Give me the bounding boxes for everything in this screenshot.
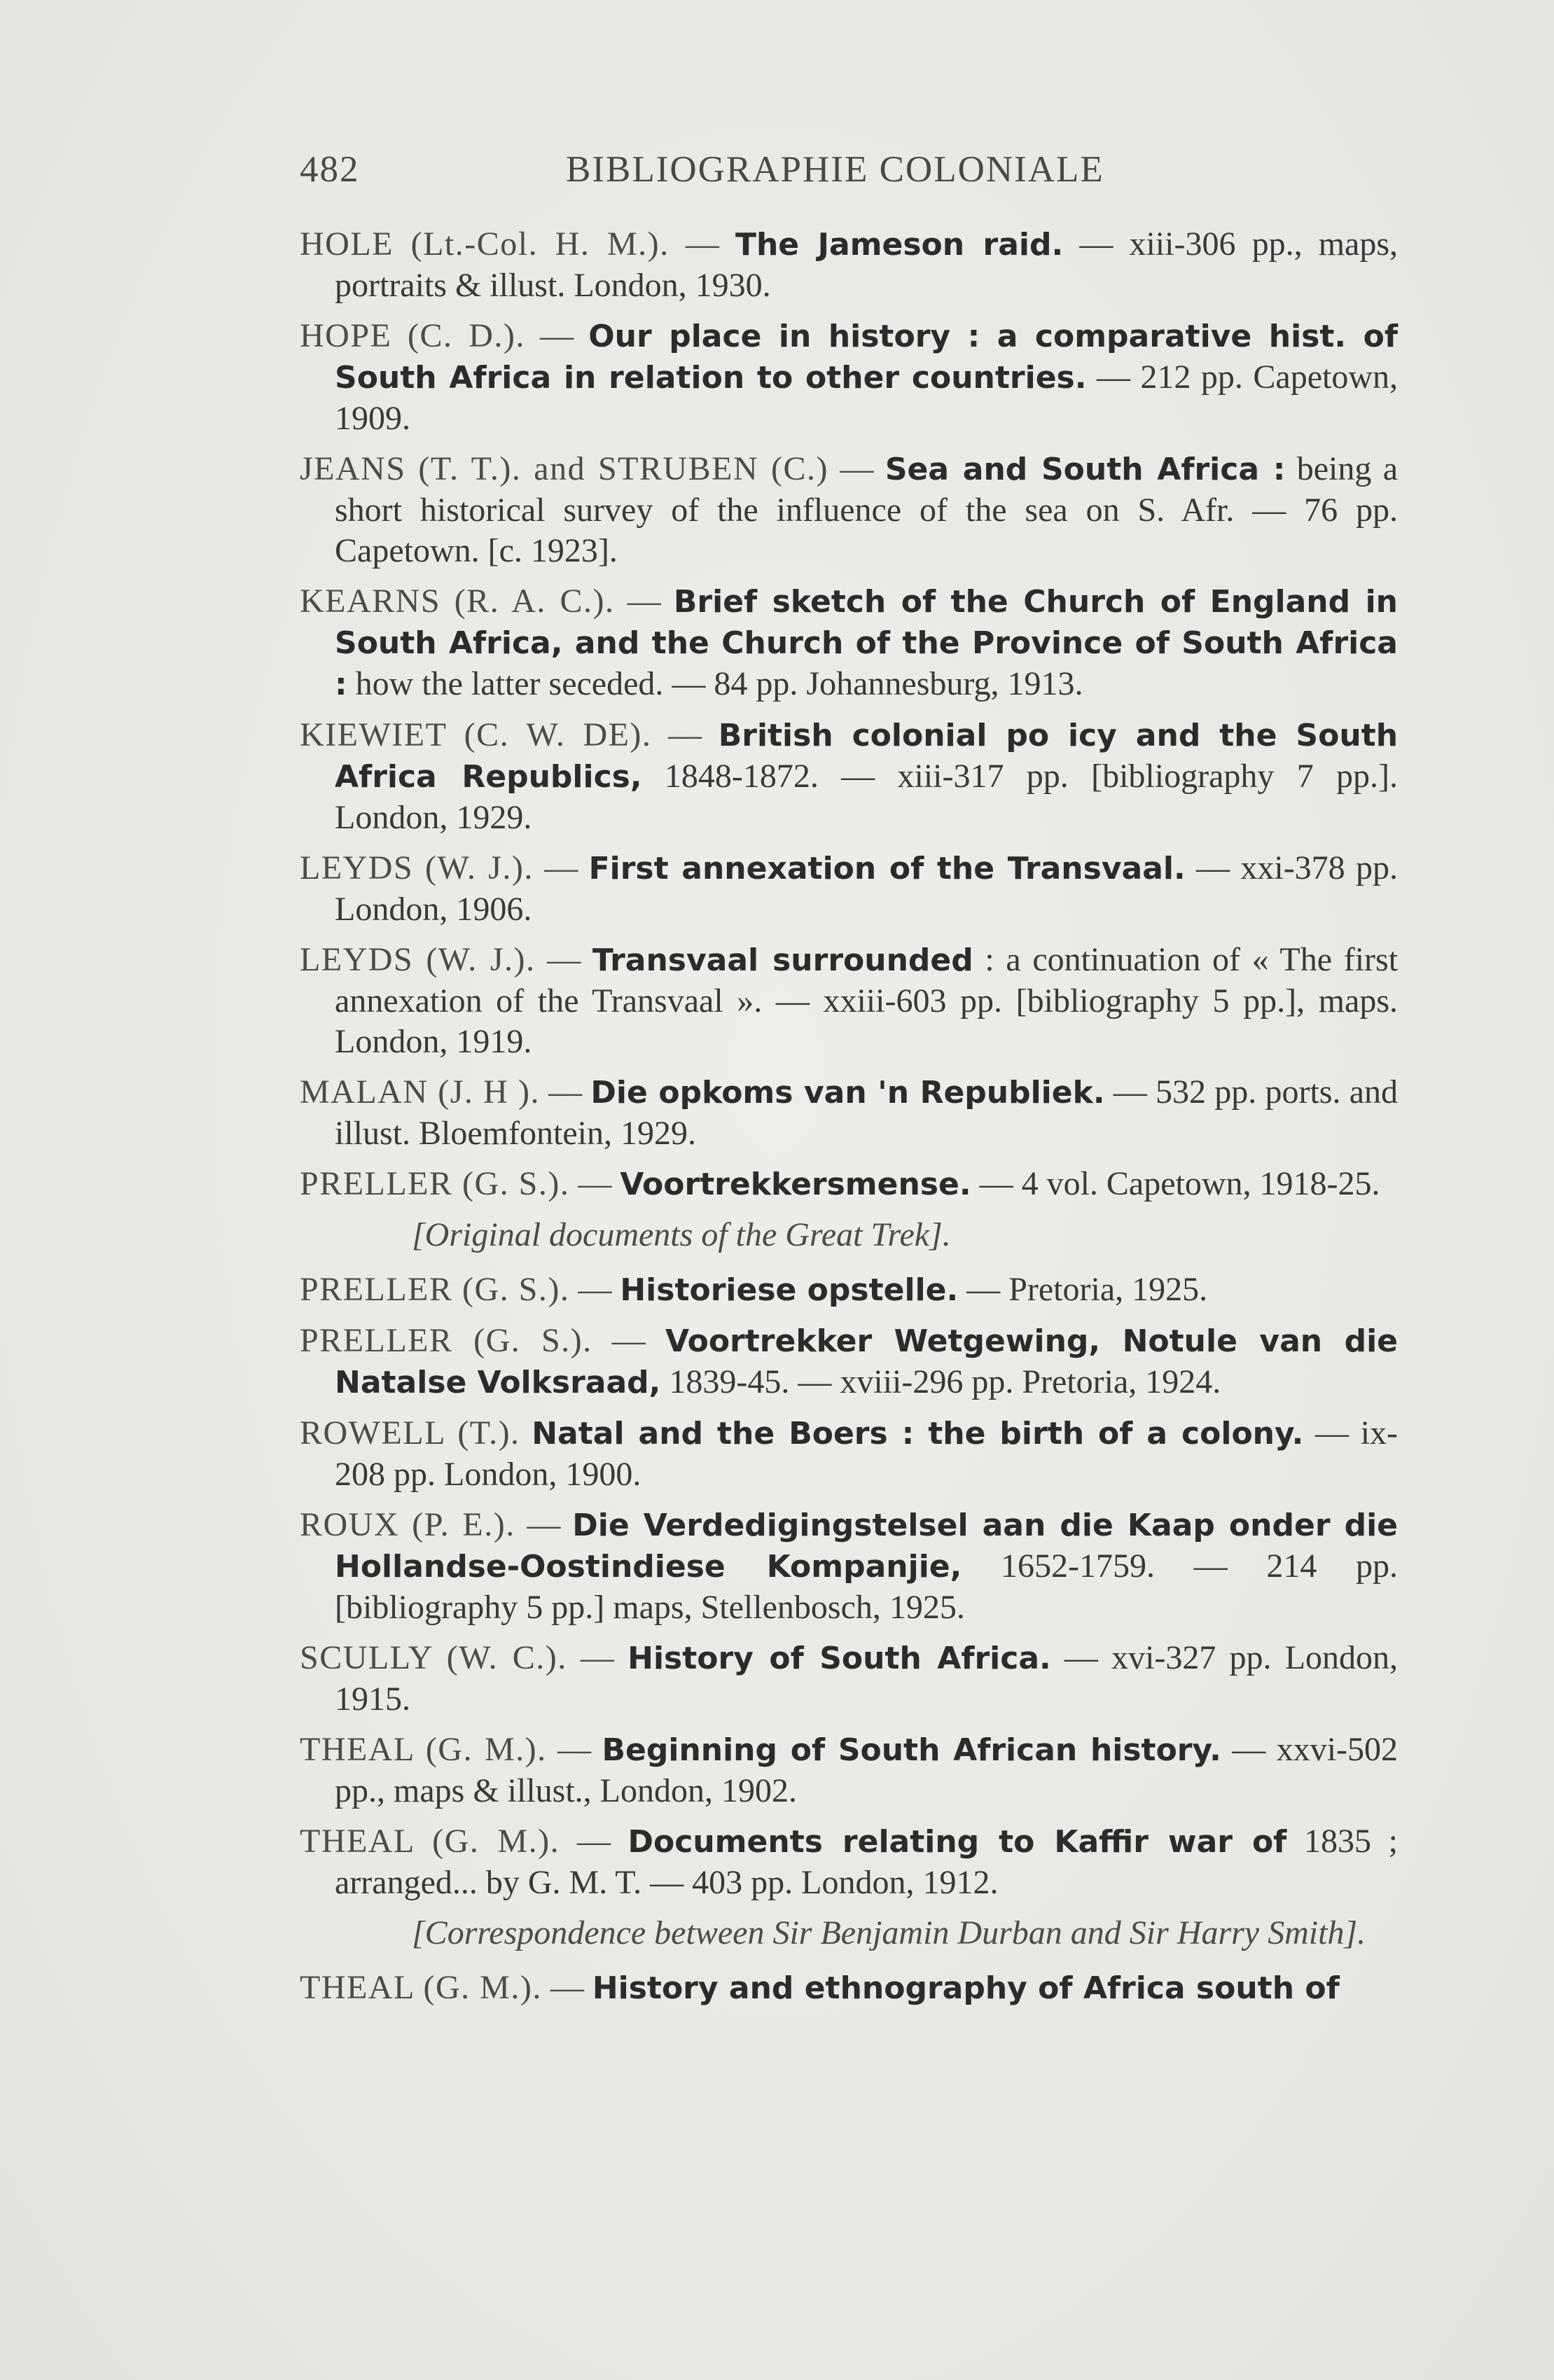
bibliography-entry: THEAL (G. M.). — History and ethnography of Africa south of [300, 1969, 1340, 2006]
entry-title: Natal and the Boers : the birth of a colony. [532, 1416, 1304, 1452]
entry-author: ROWELL (T.). [300, 1414, 520, 1452]
entry-title: Voortrekker Wetgewing, Notule van die Natalse Volksraad, [335, 1323, 1398, 1400]
entry-author: LEYDS (W. J.). [300, 941, 536, 978]
entry-author: THEAL (G. M.). [300, 1969, 542, 2006]
entry-author: JEANS (T. T.). and STRUBEN (C.) [300, 450, 829, 487]
entry-author: HOPE (C. D.). [300, 317, 525, 354]
entry-title: First annexation of the Transvaal. [588, 851, 1186, 886]
entry-note: [Correspondence between Sir Benjamin Durban and Sir Harry Smith]. [412, 1914, 1366, 1951]
entry-details: how the latter seceded. — 84 pp. Johannesburg, 1913. [355, 665, 1083, 702]
running-title: BIBLIOGRAPHIE COLONIALE [566, 149, 1104, 190]
bibliography-entry: PRELLER (G. S.). — Historiese opstelle. — Pretoria, 1925. [300, 1271, 1208, 1308]
entry-title: Die Verdedigingstelsel aan die Kaap onder die Hollandse-Oostindiese Kompanjie, [335, 1508, 1399, 1585]
page-header [300, 148, 1140, 197]
entry-title: Historiese opstelle. [620, 1272, 959, 1308]
bibliography-entry: ROUX (P. E.). — Die Verdedigingstelsel aan die Kaap onder die Hollandse-Oostindiese Kompanjie, 1652-1759. — 214 pp. [bibliography 5 pp.] maps, Stellenbosch, 1925. [300, 1506, 1399, 1626]
entry-author: PRELLER (G. S.). [300, 1322, 592, 1359]
entry-details: — 4 vol. Capetown, 1918-25. [979, 1165, 1380, 1202]
entry-author: PRELLER (G. S.). [300, 1271, 570, 1308]
entry-details: 1848-1872. — xiii-317 pp. [bibliography 7 pp.]. London, 1929. [335, 758, 1398, 836]
entry-author: THEAL (G. M.). [300, 1731, 547, 1768]
entry-title: Transvaal surrounded [592, 942, 973, 978]
entry-details: 1839-45. — xviii-296 pp. Pretoria, 1924. [669, 1363, 1221, 1400]
entry-author: ROUX (P. E.). [300, 1506, 515, 1543]
entry-note: [Original documents of the Great Trek]. [412, 1216, 951, 1253]
entry-details: — 532 pp. ports. and illust. Bloemfontein, 1929. [335, 1073, 1398, 1152]
entry-details: — xvi-327 pp. London, 1915. [335, 1639, 1399, 1718]
entry-details: 1835 ; arranged... by G. M. T. — 403 pp. London, 1912. [335, 1823, 1399, 1901]
entry-title: Sea and South Africa : [884, 452, 1286, 487]
entry-title: Voortrekkersmense. [620, 1167, 971, 1202]
entry-author: HOLE (Lt.-Col. H. M.). [300, 225, 670, 263]
bibliography-entry: THEAL (G. M.). — Beginning of South African history. — xxvi-502 pp., maps & illust., London, 1902. [300, 1731, 1399, 1809]
page-number: 482 [300, 149, 360, 190]
bibliography-entry: LEYDS (W. J.). — Transvaal surrounded : a continuation of « The first annexation of the Transvaal ». — xxiii-603 pp. [bibliography 5 pp.], maps. London, 1919. [300, 941, 1399, 1060]
bibliography-entry: HOLE (Lt.-Col. H. M.). — The Jameson raid. — xiii-306 pp., maps, portraits & illust. London, 1930. [300, 225, 1399, 304]
entry-details: — Pretoria, 1925. [966, 1271, 1208, 1308]
entry-title: British colonial po icy and the South Africa Republics, [335, 718, 1399, 795]
bibliography-entry: MALAN (J. H ). — Die opkoms van 'n Republiek. — 532 pp. ports. and illust. Bloemfontein, 1929. [300, 1073, 1398, 1152]
bibliography-entry [300, 1413, 1398, 1495]
bibliography-entry: JEANS (T. T.). and STRUBEN (C.) — Sea and South Africa : being a short historical survey of the influence of the sea on S. Afr. — 76 pp. Capetown. [c. 1923]. [300, 450, 1399, 569]
entry-details: 1652-1759. — 214 pp. [bibliography 5 pp.] maps, Stellenbosch, 1925. [335, 1547, 1399, 1626]
bibliography-entry: KEARNS (R. A. C.). — Brief sketch of the Church of England in South Africa, and the Church of the Province of South Africa : how the latter seceded. — 84 pp. Johannesburg, 1913. [300, 583, 1399, 702]
entry-author: KEARNS (R. A. C.). [300, 583, 615, 620]
entry-title: Die opkoms van 'n Republiek. [590, 1075, 1105, 1111]
bibliography-entry: PRELLER (G. S.). — Voortrekker Wetgewing, Notule van die Natalse Volksraad, 1839-45. — xviii-296 pp. Pretoria, 1924. [300, 1322, 1398, 1400]
entry-details: — xxi-378 pp. London, 1906. [335, 849, 1399, 928]
entry-details: — ix-208 pp. London, 1900. [335, 1414, 1399, 1493]
entry-title: History and ethnography of Africa south of [592, 1970, 1340, 2006]
entry-author: SCULLY (W. C.). [300, 1639, 567, 1676]
entry-title: Documents relating to Kaffir war of [627, 1824, 1287, 1860]
entry-details: — xxvi-502 pp., maps & illust., London, 1902. [335, 1731, 1399, 1809]
entry-details: : a continuation of « The first annexation of the Transvaal ». — xxiii-603 pp. [bibliography 5 pp.], maps. London, 1919. [335, 941, 1399, 1060]
entry-title: The Jameson raid. [735, 227, 1064, 263]
entry-author: LEYDS (W. J.). [300, 849, 534, 886]
entry-title: Our place in history : a comparative hist. of South Africa in relation to other countries. [335, 319, 1399, 396]
entry-details: — 212 pp. Capetown, 1909. [335, 359, 1399, 437]
bibliography-entry: THEAL (G. M.). — Documents relating to Kaffir war of 1835 ; arranged... by G. M. T. — 403 pp. London, 1912. [300, 1823, 1399, 1901]
entry-author: THEAL (G. M.). [300, 1823, 560, 1860]
bibliography-entry: LEYDS (W. J.). — First annexation of the Transvaal. — xxi-378 pp. London, 1906. [300, 849, 1399, 928]
entry-title: History of South Africa. [627, 1641, 1051, 1676]
entry-author: MALAN (J. H ). [300, 1073, 540, 1111]
entry-author: PRELLER (G. S.). [300, 1165, 570, 1202]
bibliography-list [300, 224, 1398, 2019]
entry-title: Brief sketch of the Church of England in South Africa, and the Church of the Province of South Africa : [335, 584, 1399, 702]
bibliography-entry: PRELLER (G. S.). — Voortrekkersmense. — 4 vol. Capetown, 1918-25. [300, 1165, 1380, 1202]
entry-title: Beginning of South African history. [602, 1732, 1221, 1768]
entry-details: — xiii-306 pp., maps, portraits & illust. London, 1930. [335, 225, 1399, 304]
bibliography-entry: HOPE (C. D.). — Our place in history : a comparative hist. of South Africa in relation to other countries. — 212 pp. Capetown, 1909. [300, 317, 1399, 437]
bibliography-entry: KIEWIET (C. W. DE). — British colonial po icy and the South Africa Republics, 1848-1872. — xiii-317 pp. [bibliography 7 pp.]. London, 1929. [300, 716, 1399, 836]
entry-details: being a short historical survey of the influence of the sea on S. Afr. — 76 pp. Capetown. [c. 1923]. [335, 450, 1399, 569]
bibliography-entry: SCULLY (W. C.). — History of South Africa. — xvi-327 pp. London, 1915. [300, 1639, 1399, 1718]
entry-author: KIEWIET (C. W. DE). [300, 716, 652, 753]
